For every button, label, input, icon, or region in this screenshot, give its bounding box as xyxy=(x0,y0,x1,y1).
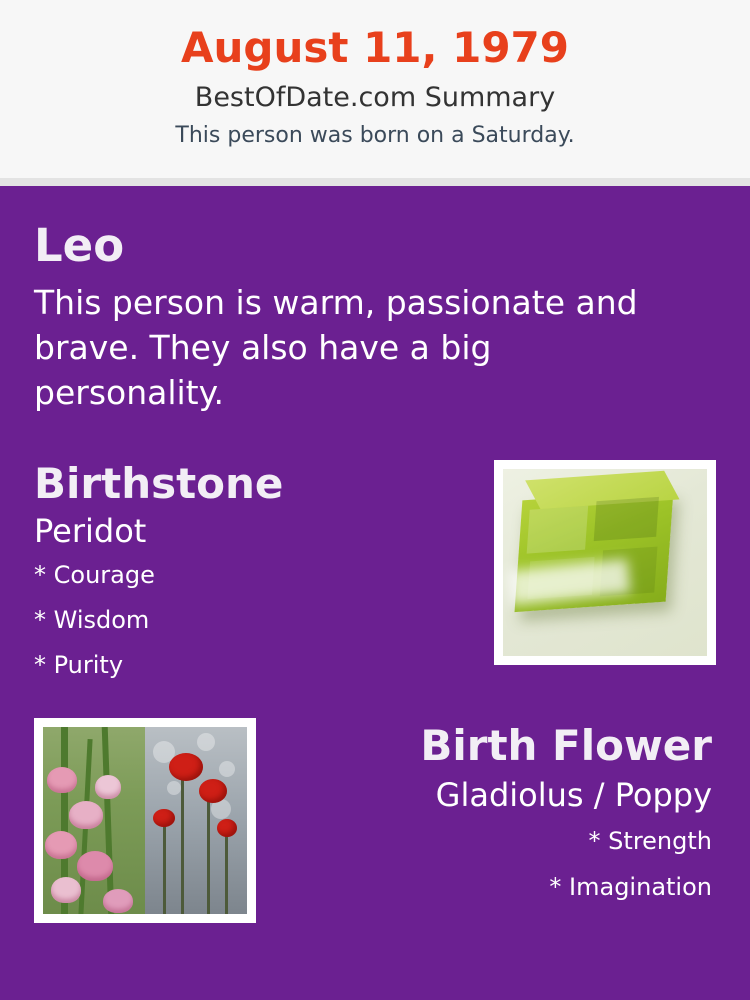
main-content xyxy=(0,218,750,933)
birthflower-title: Birth Flower xyxy=(420,721,712,770)
birthstone-photo xyxy=(494,460,716,665)
page-title: August 11, 1979 xyxy=(181,23,569,72)
birthflower-trait: * Strength xyxy=(588,827,712,855)
gladiolus-image-half xyxy=(43,727,145,914)
zodiac-description: This person is warm, passionate and brave. They also have a big personality. xyxy=(34,283,638,412)
birthflower-text xyxy=(282,718,716,910)
birthstone-trait: * Wisdom xyxy=(34,606,150,634)
poppy-image-half xyxy=(145,727,247,914)
birthstone-trait: * Courage xyxy=(34,561,155,589)
site-subtitle: BestOfDate.com Summary xyxy=(194,82,556,113)
birthstone-title: Birthstone xyxy=(34,459,284,508)
birthflower-image xyxy=(43,727,247,914)
birthstone-section xyxy=(34,457,716,688)
header xyxy=(0,0,750,178)
header-divider xyxy=(0,178,750,186)
birthflower-section xyxy=(34,718,716,933)
birthstone-image xyxy=(503,469,707,656)
birthstone-name: Peridot xyxy=(34,512,147,550)
birthflower-trait: * Imagination xyxy=(549,873,712,901)
birthflower-name: Gladiolus / Poppy xyxy=(435,776,712,814)
birthstone-trait: * Purity xyxy=(34,651,124,679)
zodiac-sign-name: Leo xyxy=(34,219,125,272)
birth-weekday-note: This person was born on a Saturday. xyxy=(175,123,575,148)
birthflower-photo xyxy=(34,718,256,923)
